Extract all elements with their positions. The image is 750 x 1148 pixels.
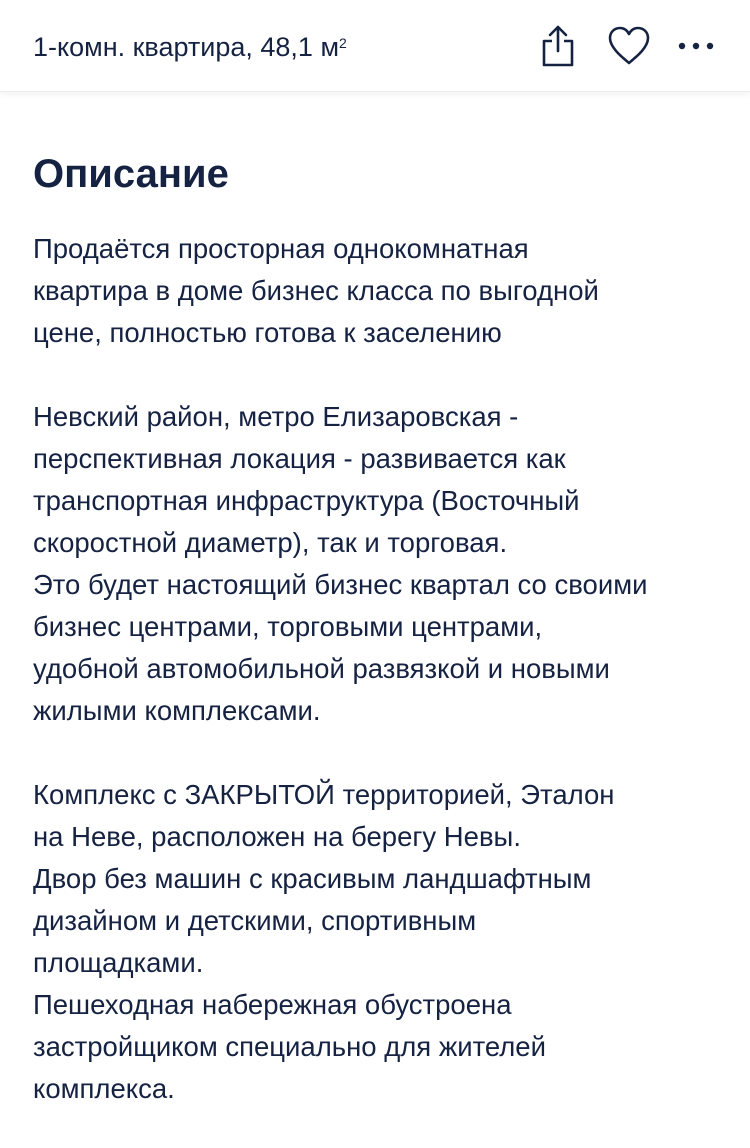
heart-icon	[606, 25, 652, 67]
listing-title-text: 1-комн. квартира, 48,1 м	[33, 32, 340, 62]
description-heading: Описание	[33, 152, 229, 196]
more-options-button[interactable]	[670, 20, 722, 72]
listing-title-superscript: 2	[339, 35, 347, 51]
description-paragraph: Продаётся просторная однокомнатная квартира в доме бизнес класса по выгодной цене, полностью готова к заселению	[33, 233, 599, 348]
description-paragraph: Комплекс с ЗАКРЫТОЙ территорией, Эталон на Неве, расположен на берегу Невы. Двор без машин с красивым ландшафтным дизайном и детскими, спортивным площадками. Пешеходная набережная обустроена застройщиком специально для жителей комплекса.	[33, 779, 615, 1104]
paragraph-spacer	[33, 732, 733, 774]
description-text	[33, 228, 733, 1110]
paragraph-spacer	[33, 354, 733, 396]
more-icon	[674, 40, 718, 52]
listing-title	[33, 30, 347, 64]
description-paragraph: Невский район, метро Елизаровская - перспективная локация - развивается как транспортная инфраструктура (Восточный скоростной диаметр), так и торговая. Это будет настоящий бизнес квартал со своими бизнес центрами, торговыми центрами, удобной автомобильной развязкой и новыми жилыми комплексами.	[33, 401, 648, 726]
share-icon	[538, 24, 578, 68]
top-bar	[0, 0, 750, 92]
share-button[interactable]	[532, 20, 584, 72]
favorite-button[interactable]	[603, 20, 655, 72]
